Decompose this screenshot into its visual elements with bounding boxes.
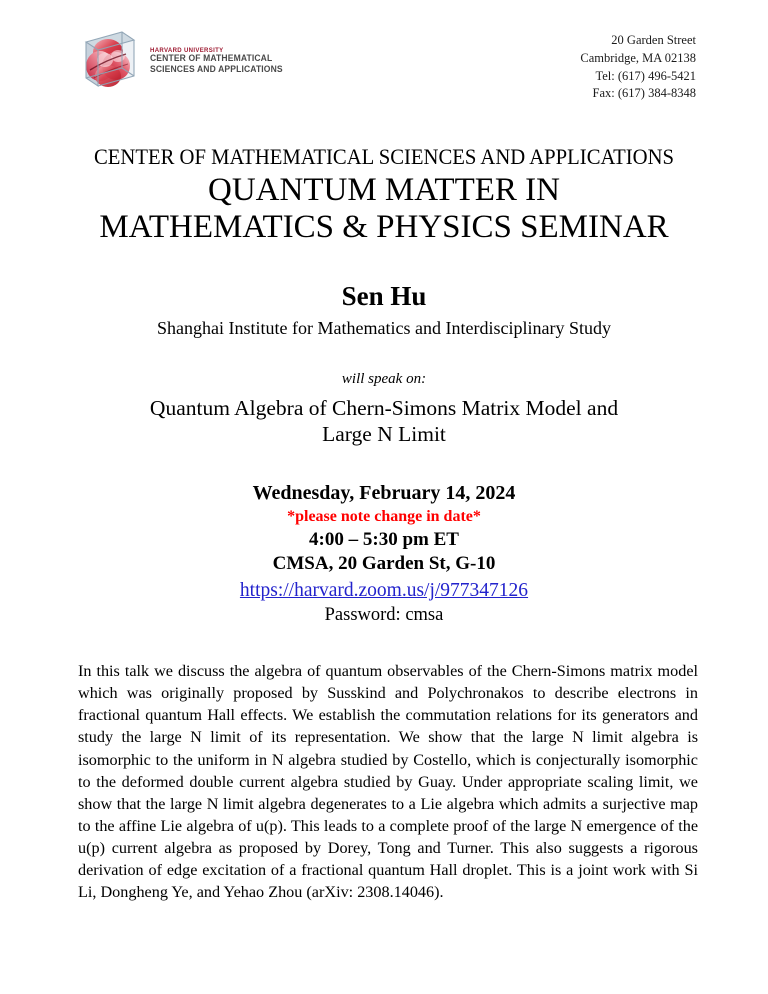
- event-date-note: *please note change in date*: [287, 508, 481, 526]
- seminar-title-line-1: QUANTUM MATTER IN: [208, 172, 560, 209]
- talk-title-line-2: Large N Limit: [322, 422, 446, 447]
- speaker-name: Sen Hu: [341, 281, 427, 312]
- cmsa-cube-logo-icon: [78, 26, 142, 96]
- organization-title: CENTER OF MATHEMATICAL SCIENCES AND APPLICATIONS: [93, 144, 675, 169]
- page-header: [0, 0, 768, 118]
- logo-university-line: HARVARD UNIVERSITY: [150, 46, 224, 54]
- cmsa-logo: [78, 26, 298, 96]
- address-street: 20 Garden Street: [611, 33, 696, 47]
- event-time: 4:00 – 5:30 pm ET: [309, 529, 459, 551]
- contact-address: [580, 32, 696, 103]
- talk-lead-in: will speak on:: [341, 370, 427, 387]
- event-location: CMSA, 20 Garden St, G-10: [272, 553, 496, 575]
- address-tel: Tel: (617) 496-5421: [595, 68, 696, 83]
- speaker-affiliation: Shanghai Institute for Mathematics and Interdisciplinary Study: [157, 317, 611, 338]
- event-date: Wednesday, February 14, 2024: [252, 482, 516, 505]
- seminar-title: [0, 172, 768, 246]
- event-logistics: [0, 481, 768, 627]
- talk-title: [0, 395, 768, 449]
- logo-center-line-2: SCIENCES AND APPLICATIONS: [150, 63, 283, 75]
- zoom-password: Password: cmsa: [324, 605, 444, 626]
- talk-title-line-1: Quantum Algebra of Chern-Simons Matrix Model and: [149, 395, 619, 420]
- abstract-text: In this talk we discuss the algebra of quantum observables of the Chern-Simons matrix model which was originally proposed by Susskind and Polychronakos to describe electrons in fractional quantum Hall effects. We establish the commutation relations for its generators and study the large N limit of its representation. We show that the large N limit algebra is isomorphic to the uniform in N algebra studied by Costello, which is conjecturally isomorphic to the deformed double current algebra studied by Guay. Under appropriate scaling limit, we show that the large N limit algebra degenerates to a Lie algebra which admits a surjective map to the affine Lie algebra of u(p). This leads to a complete proof of the large N emergence of the u(p) current algebra as proposed by Dorey, Tong and Turner. This also suggests a rigorous derivation of edge excitation of a fractional quantum Hall droplet. This is a joint work with Si Li, Dongheng Ye, and Yehao Zhou (arXiv: 2308.14046).: [78, 662, 698, 902]
- logo-center-line-1: CENTER OF MATHEMATICAL: [150, 53, 273, 64]
- address-city: Cambridge, MA 02138: [580, 50, 696, 65]
- seminar-title-line-2: MATHEMATICS & PHYSICS SEMINAR: [99, 209, 669, 246]
- zoom-link[interactable]: https://harvard.zoom.us/j/977347126: [239, 579, 529, 601]
- address-fax: Fax: (617) 384-8348: [592, 86, 696, 101]
